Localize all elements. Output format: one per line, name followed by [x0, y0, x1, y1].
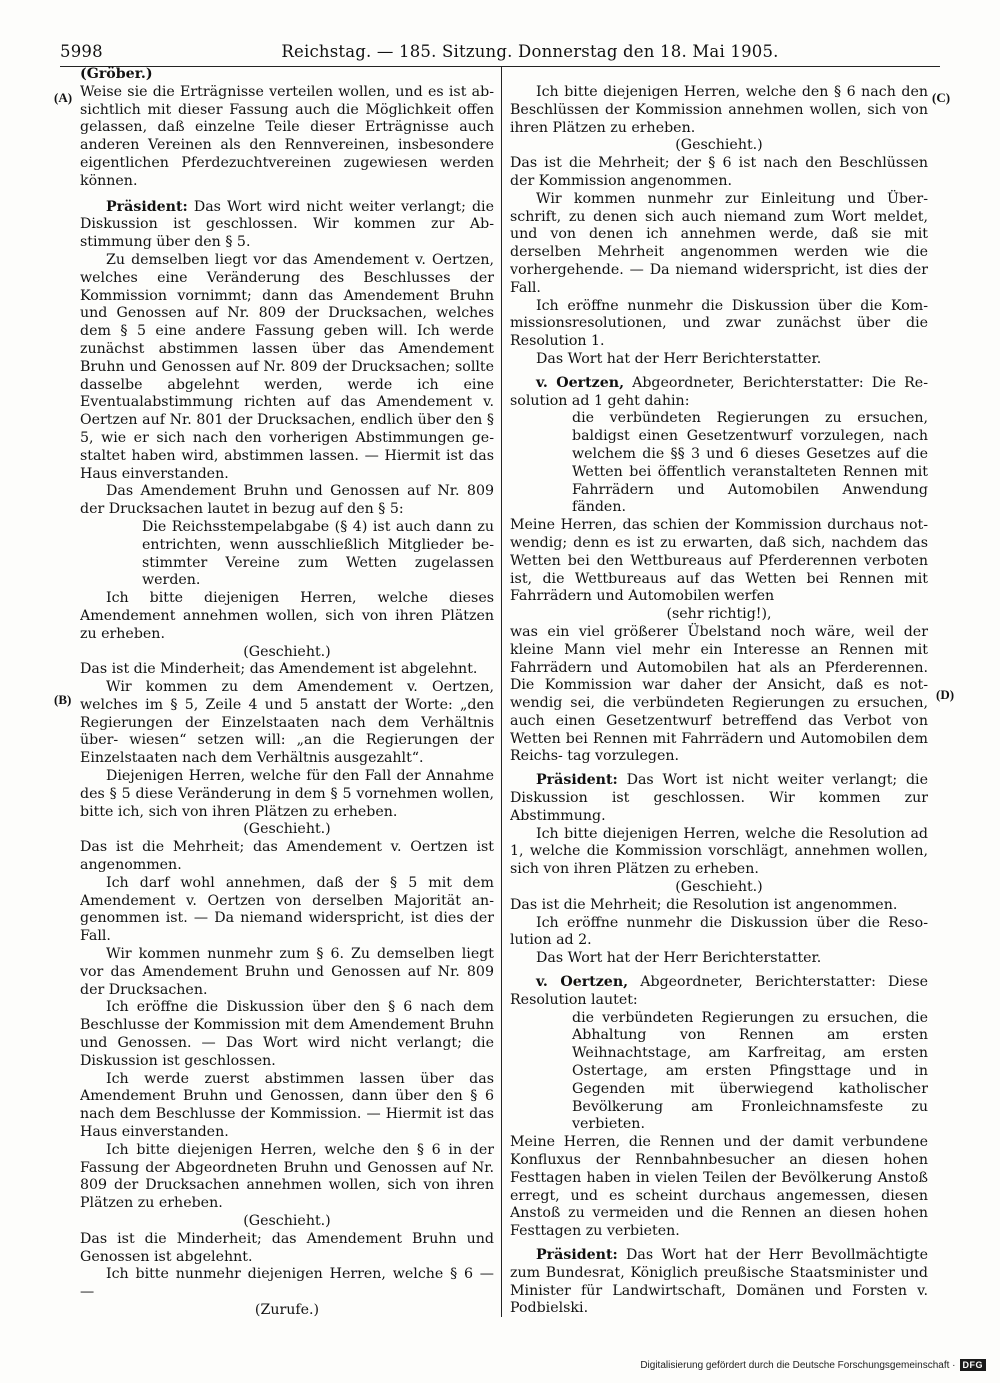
right-column [510, 66, 928, 1321]
quotation: die verbündeten Regierungen zu ersuchen, baldigst einen Gesetzentwurf vorzulegen, nach welchem die §§ 3 und 6 dieses Gesetzes auf die Wetten bei öffentlich veranstalteten Rennen mit Fahrrädern und Automobilen Anwendung fänden. [572, 410, 928, 516]
paragraph: Ich werde zuerst abstimmen lassen über das Amendement Bruhn und Genossen, dann über den § 6 nach dem Beschlusse der Kommission. — Hiermit ist das Haus einverstanden. [80, 1070, 494, 1141]
paragraph: was ein viel größerer Übelstand noch wäre, weil der kleine Mann viel mehr ein Interesse an Rennen mit Fahrrädern und Automobilen hat als an Pferderennen. Die Kommission war daher der Ansicht, daß es not- wendig sei, die verbündeten Regierungen zu ersuchen, auch einen Gesetzentwurf betreffend das Verbot von Wetten bei Rennen mit Fahrrädern und Automobilen dem Reichs- tag vorzulegen. [510, 623, 928, 765]
paragraph: Wir kommen zu dem Amendement v. Oertzen, welches im § 5, Zeile 4 und 5 anstatt der Worte: „den Regierungen der Einzelstaaten nach dem Verhältnis über- wiesen“ setzen will: „an die Regierungen der Einzelstaaten nach dem Verhältnis ausgezahlt“. [80, 679, 494, 767]
speech-text: Das Wort hat der Herr Bevollmächtigte zum Bundesrat, Königlich preußische Staatsminister und Minister für Landwirtschaft, Domänen und Forsten v. Podbielski. [510, 1247, 928, 1317]
paragraph: Ich bitte nunmehr diejenigen Herren, welche § 6 — — [80, 1266, 494, 1301]
stage-direction: (Zurufe.) [254, 1301, 320, 1318]
paragraph: Ich bitte diejenigen Herren, welche den § 6 in der Fassung der Abgeordneten Bruhn und Genossen auf Nr. 809 der Drucksachen annehmen wollen, sich von ihren Plätzen zu erheben. [80, 1141, 494, 1212]
paragraph: Ich darf wohl annehmen, daß der § 5 mit dem Amendement v. Oertzen von derselben Majorität an- genommen ist. — Da niemand widerspricht, ist dies der Fall. [80, 874, 494, 945]
paragraph: Ich bitte diejenigen Herren, welche den § 6 nach den Beschlüssen der Kommission annehmen wollen, sich von ihren Plätzen zu erheben. [510, 84, 928, 136]
column-divider [501, 67, 502, 1317]
paragraph [510, 772, 928, 825]
stage-direction: (sehr richtig!), [666, 606, 772, 623]
paragraph: Das Wort hat der Herr Berichterstatter. [536, 350, 822, 367]
speaker-name: v. Oertzen, [536, 974, 629, 991]
running-header [60, 40, 940, 67]
speaker-name: Präsident: [536, 1247, 618, 1263]
margin-marker-d: (D) [936, 687, 955, 702]
paragraph: Das ist die Mehrheit; der § 6 ist nach den Beschlüssen der Kommission angenommen. [510, 155, 928, 189]
speaker-name: Präsident: [536, 772, 618, 789]
quotation: die verbündeten Regierungen zu ersuchen, die Abhaltung von Rennen am ersten Weihnachtstage, am Karfreitag, am ersten Ostertage, am ersten Pfingsttage und in Gegenden mit überwiegend katholischer Bevölkerung am Fronleichnamsfeste zu verbieten. [572, 1009, 928, 1133]
stage-direction: (Geschieht.) [675, 137, 763, 154]
speech-text: Das Wort wird nicht weiter verlangt; die Diskussion ist geschlossen. Wir kommen zur Ab- stimmung über den § 5. [80, 198, 494, 251]
paragraph: Das ist die Mehrheit; die Resolution ist angenommen. [510, 896, 898, 913]
dfg-logo: DFG [960, 1359, 987, 1371]
paragraph [80, 199, 494, 252]
paragraph: Diejenigen Herren, welche für den Fall der Annahme des § 5 diese Veränderung in dem § 5 vornehmen wollen, bitte ich, sich von ihren Plätzen zu erheben. [80, 768, 494, 820]
speaker-tag: (Gröber.) [80, 66, 153, 82]
paragraph: Wir kommen nunmehr zum § 6. Zu demselben liegt vor das Amendement Bruhn und Genossen auf Nr. 809 der Drucksachen. [80, 946, 494, 998]
paragraph: Das ist die Mehrheit; das Amendement v. Oertzen ist angenommen. [80, 839, 494, 874]
paragraph [510, 375, 928, 411]
margin-marker-b: (B) [54, 692, 72, 707]
stage-direction: (Geschieht.) [243, 821, 331, 838]
paragraph [510, 974, 928, 1010]
margin-marker-c: (C) [932, 90, 951, 105]
quotation: Die Reichsstempelabgabe (§ 4) ist auch dann zu entrichten, wenn ausschließlich Mitglieder be- stimmter Vereine zum Wetten zugelassen werden. [142, 518, 494, 589]
digitization-credit [640, 1359, 986, 1371]
speech-text: Das Wort ist nicht weiter verlangt; die Diskussion ist geschlossen. Wir kommen zur Abstimmung. [510, 772, 928, 824]
paragraph: Ich bitte diejenigen Herren, welche die Resolution ad 1, welche die Kommission vorschlägt, annehmen wollen, sich von ihren Plätzen zu erheben. [510, 825, 928, 878]
page-number: 5998 [60, 42, 103, 61]
speaker-name: Präsident: [106, 198, 188, 215]
paragraph: Ich eröffne die Diskussion über den § 6 nach dem Beschlusse der Kommission mit dem Amendement Bruhn und Genossen. — Das Wort wird nicht verlangt; die Diskussion ist geschlossen. [80, 999, 494, 1069]
speech-text: Abgeordneter, Berichterstatter: Diese Resolution lautet: [510, 974, 928, 1008]
paragraph: Meine Herren, das schien der Kommission durchaus not- wendig; denn es ist zu erwarten, daß sich, nachdem das Wetten bei den Wettbureaus auf Pferderennen verboten ist, die Wettbureaus auf das Wetten bei Rennen mit Fahrrädern und Automobilen werfen [510, 517, 928, 605]
stage-direction: (Geschieht.) [243, 1213, 331, 1229]
paragraph: Das Wort hat der Herr Berichterstatter. [536, 950, 822, 967]
paragraph: Ich bitte diejenigen Herren, welche dieses Amendement annehmen wollen, sich von ihren Plätzen zu erheben. [80, 590, 494, 642]
credit-text: Digitalisierung gefördert durch die Deutsche Forschungsgemeinschaft · [640, 1359, 956, 1371]
paragraph [510, 1247, 928, 1318]
left-column [80, 66, 494, 1321]
paragraph: Weise sie die Erträgnisse verteilen wollen, und es ist ab- sichtlich mit dieser Fassung auch die Möglichkeit offen gelassen, daß einzelne Teile dieser Erträgnisse auch anderen Vereinen als den Rennvereinen, insbesondere eigentlichen Pferdezuchtvereinen zugewiesen werden können. [80, 83, 494, 189]
paragraph: Das ist die Minderheit; das Amendement ist abgelehnt. [80, 661, 478, 678]
speech-text: Abgeordneter, Berichterstatter: Die Re- solution ad 1 geht dahin: [510, 374, 928, 409]
stage-direction: (Geschieht.) [243, 643, 331, 660]
stage-direction: (Geschieht.) [675, 879, 763, 896]
paragraph: Das ist die Minderheit; das Amendement Bruhn und Genossen ist abgelehnt. [80, 1230, 494, 1265]
paragraph: Das Amendement Bruhn und Genossen auf Nr. 809 der Drucksachen lautet in bezug auf den § 5: [80, 483, 494, 518]
paragraph: Meine Herren, die Rennen und der damit verbundene Konfluxus der Rennbahnbesucher an diesen hohen Festtagen haben in vielen Teilen der Bevölkerung Anstoß erregt, und es scheint durchaus angemessen, diesen Anstoß zu vermeiden und die Rennen an diesen hohen Festtagen zu verbieten. [510, 1134, 928, 1240]
paragraph: Wir kommen nunmehr zur Einleitung und Über- schrift, zu denen sich auch niemand zum Wort meldet, und von denen ich annehmen werde, daß sie mit derselben Mehrheit angenommen werden wie die vorhergehende. — Da niemand widerspricht, ist dies der Fall. [510, 190, 928, 296]
paragraph: Zu demselben liegt vor das Amendement v. Oertzen, welches eine Veränderung des Beschlusses der Kommission vornimmt; dann das Amendement Bruhn und Genossen auf Nr. 809 der Drucksachen, welches dem § 5 eine andere Fassung geben will. Ich werde zunächst abstimmen lassen über das Amendement Bruhn und Genossen auf Nr. 809 der Drucksachen; sollte dasselbe abgelehnt werden, werde ich eine Eventualabstimmung richten auf das Amendement v. Oertzen auf Nr. 801 der Drucksachen, endlich über den § 5, wie er sich nach den vorherigen Abstimmungen ge- staltet haben wird, abstimmen lassen. — Hiermit ist das Haus einverstanden. [80, 251, 494, 482]
paragraph: Ich eröffne nunmehr die Diskussion über die Kom- missionsresolutionen, und zwar zunächst über die Resolution 1. [510, 297, 928, 350]
margin-marker-a: (A) [54, 90, 73, 105]
paragraph [80, 1320, 494, 1321]
speaker-name: v. Oertzen, [536, 374, 625, 391]
page-title: Reichstag. — 185. Sitzung. Donnerstag den 18. Mai 1905. [281, 42, 779, 61]
paragraph: Ich eröffne nunmehr die Diskussion über die Reso- lution ad 2. [510, 914, 928, 949]
